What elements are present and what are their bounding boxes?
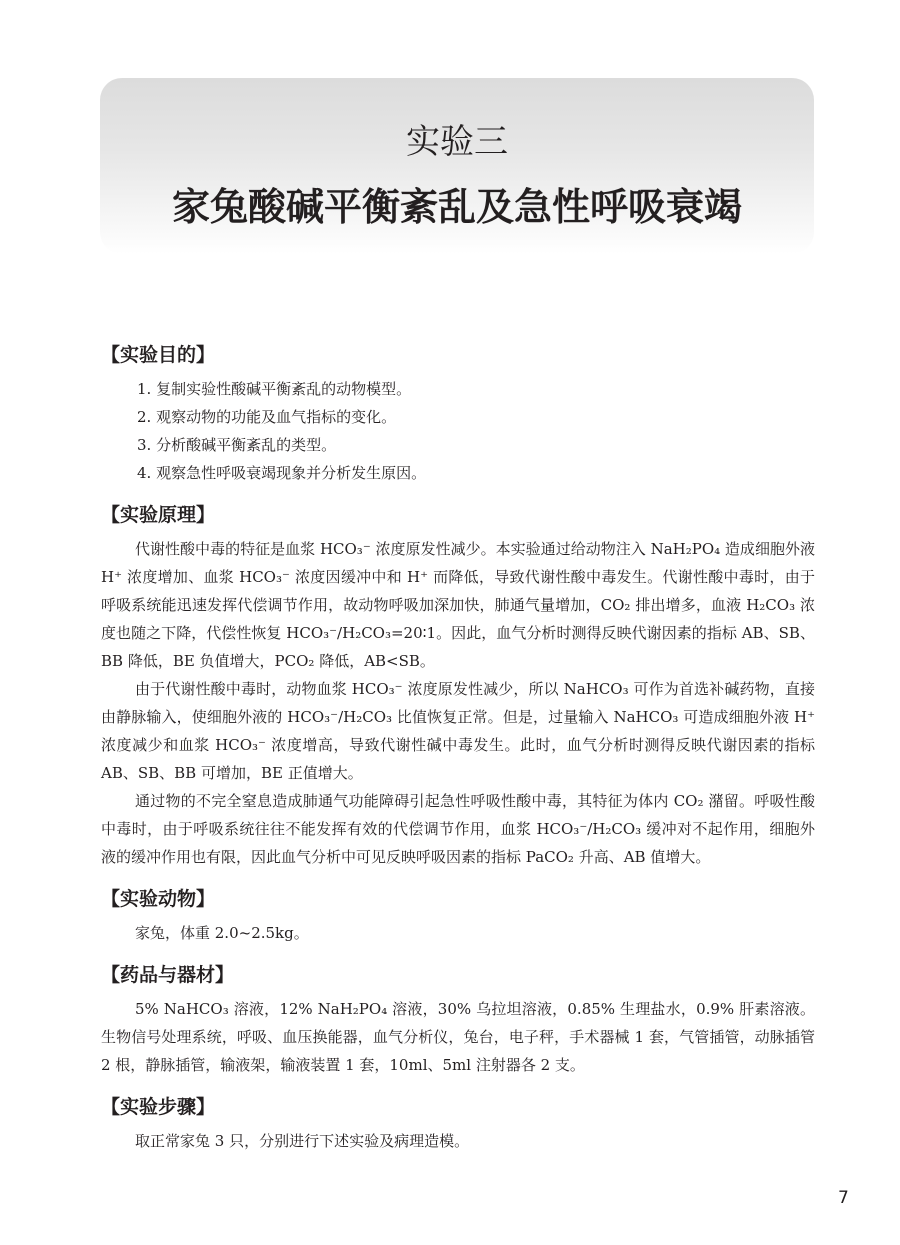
- list-item: 1. 复制实验性酸碱平衡紊乱的动物模型。: [137, 380, 412, 398]
- chapter-banner: [100, 78, 814, 254]
- section-heading-purpose: 【实验目的】: [101, 344, 216, 366]
- list-item: 3. 分析酸碱平衡紊乱的类型。: [137, 436, 337, 454]
- page-number: 7: [838, 1188, 849, 1208]
- procedure-text: 取正常家兔 3 只，分别进行下述实验及病理造模。: [135, 1132, 470, 1150]
- principle-paragraph: 代谢性酸中毒的特征是血浆 HCO₃⁻ 浓度原发性减少。本实验通过给动物注入 NaH₂PO₄ 造成细胞外液 H⁺ 浓度增加、血浆 HCO₃⁻ 浓度因缓冲中和 H⁺ 而降低，导致代谢性酸中毒发生。代谢性酸中毒时，由于呼吸系统能迅速发挥代偿调节作用，故动物呼吸加深加快，肺通气量增加，CO₂ 排出增多，血液 H₂CO₃ 浓度也随之下降，代偿性恢复 HCO₃⁻/H₂CO₃=20∶1。因此，血气分析时测得反映代谢因素的指标 AB、SB、BB 降低，BE 负值增大，PCO₂ 降低，AB<SB。: [101, 540, 815, 670]
- page-body: [101, 335, 815, 1155]
- principle-paragraph: 通过物的不完全窒息造成肺通气功能障碍引起急性呼吸性酸中毒，其特征为体内 CO₂ 潴留。呼吸性酸中毒时，由于呼吸系统往往不能发挥有效的代偿调节作用，血浆 HCO₃⁻/H₂CO₃ 缓冲对不起作用，细胞外液的缓冲作用也有限，因此血气分析中可见反映呼吸因素的指标 PaCO₂ 升高、AB 值增大。: [101, 792, 815, 866]
- purpose-list: [101, 375, 815, 487]
- section-heading-animals: 【实验动物】: [101, 888, 216, 910]
- section-heading-materials: 【药品与器材】: [101, 964, 235, 986]
- list-item: 2. 观察动物的功能及血气指标的变化。: [137, 408, 397, 426]
- principle-paragraph: 由于代谢性酸中毒时，动物血浆 HCO₃⁻ 浓度原发性减少，所以 NaHCO₃ 可作为首选补碱药物，直接由静脉输入，使细胞外液的 HCO₃⁻/H₂CO₃ 比值恢复正常。但是，过量输入 NaHCO₃ 可造成细胞外液 H⁺ 浓度减少和血浆 HCO₃⁻ 浓度增高，导致代谢性碱中毒发生。此时，血气分析时测得反映代谢因素的指标 AB、SB、BB 可增加，BE 正值增大。: [101, 680, 815, 782]
- materials-text: 5% NaHCO₃ 溶液，12% NaH₂PO₄ 溶液，30% 乌拉坦溶液，0.85% 生理盐水，0.9% 肝素溶液。生物信号处理系统，呼吸、血压换能器，血气分析仪，兔台，电子秤，手术器械 1 套，气管插管，动脉插管 2 根，静脉插管，输液架，输液装置 1 套，10ml、5ml 注射器各 2 支。: [101, 1000, 815, 1074]
- section-heading-procedure: 【实验步骤】: [101, 1096, 216, 1118]
- animals-text: 家兔，体重 2.0~2.5kg。: [135, 924, 309, 942]
- section-heading-principle: 【实验原理】: [101, 504, 216, 526]
- experiment-title: 家兔酸碱平衡紊乱及急性呼吸衰竭: [171, 185, 742, 229]
- experiment-number: 实验三: [406, 122, 508, 162]
- list-item: 4. 观察急性呼吸衰竭现象并分析发生原因。: [137, 464, 427, 482]
